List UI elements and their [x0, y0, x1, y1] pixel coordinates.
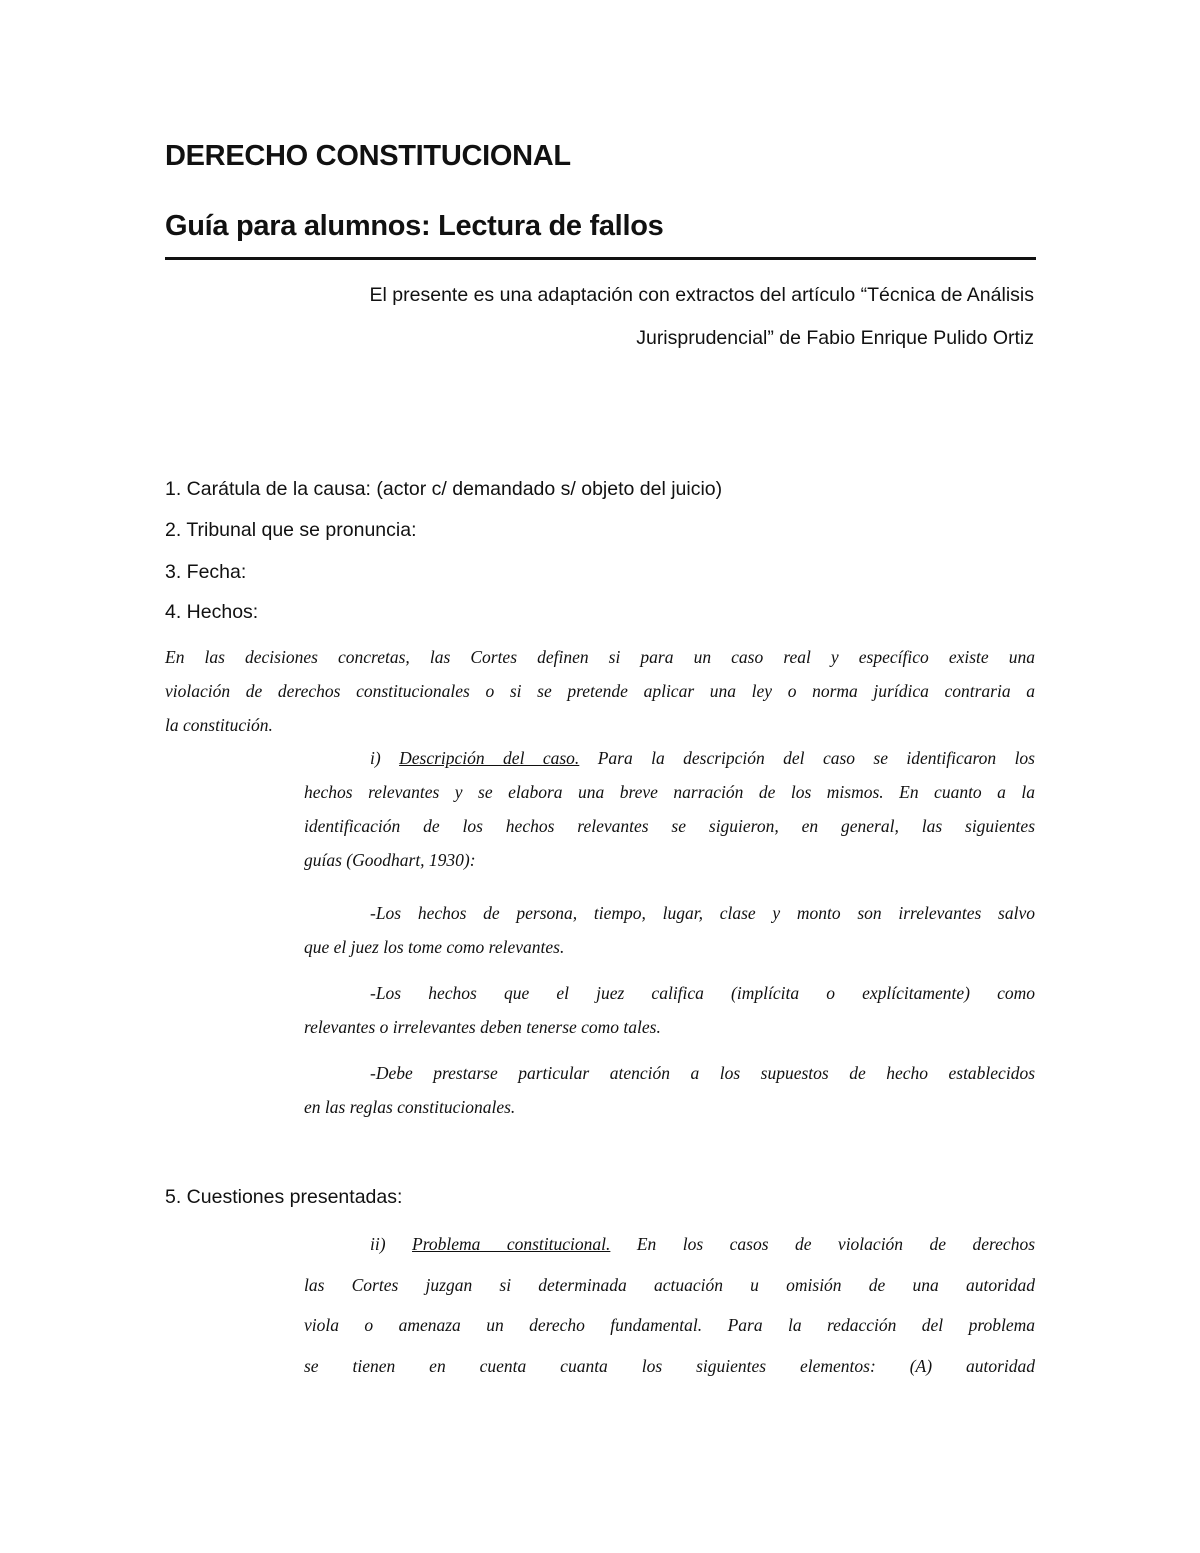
- case-description-line: guías (Goodhart, 1930):: [304, 850, 476, 870]
- problem-line: las Cortes juzgan si determinada actuación u omisión de una autoridad: [304, 1274, 1035, 1295]
- rule-line: [304, 1056, 1035, 1090]
- case-description-text: Para la descripción del caso se identificaron los: [579, 748, 1035, 768]
- case-description-prefix: i): [370, 748, 381, 768]
- field-fecha: 3. Fecha:: [165, 561, 247, 583]
- rule-item: [304, 896, 1035, 964]
- case-description-line: [304, 741, 1035, 775]
- field-hechos: 4. Hechos:: [165, 601, 259, 623]
- problem-text: En los casos de violación de derechos: [610, 1234, 1036, 1254]
- rule-item: [304, 1056, 1035, 1124]
- rule-text: -Los hechos de persona, tiempo, lugar, clase y monto son irrelevantes salvo: [370, 903, 1035, 923]
- problem-line: viola o amenaza un derecho fundamental. Para la redacción del problema: [304, 1315, 1035, 1335]
- rule-line: en las reglas constitucionales.: [304, 1097, 516, 1117]
- case-description-heading: Descripción del caso.: [399, 748, 580, 768]
- case-description-paragraph: [304, 741, 1035, 877]
- rule-line: [304, 896, 1035, 930]
- document-subtitle: Guía para alumnos: Lectura de fallos: [165, 210, 664, 242]
- case-description-line: hechos relevantes y se elabora una breve narración de los mismos. En cuanto a la: [304, 782, 1035, 802]
- field-cuestiones: 5. Cuestiones presentadas:: [165, 1186, 403, 1208]
- attribution-line-1: El presente es una adaptación con extractos del artículo “Técnica de Análisis: [369, 284, 1034, 306]
- rule-line: [304, 976, 1035, 1010]
- problem-heading: Problema constitucional.: [412, 1234, 611, 1254]
- problem-line: se tienen en cuenta cuanta los siguientes elementos: (A) autoridad: [304, 1355, 1035, 1376]
- constitutional-problem-paragraph: [304, 1224, 1035, 1386]
- hechos-intro-paragraph: [165, 640, 1035, 742]
- field-tribunal: 2. Tribunal que se pronuncia:: [165, 519, 417, 541]
- intro-line: la constitución.: [165, 715, 273, 735]
- intro-line: violación de derechos constitucionales o si se pretende aplicar una ley o norma jurídica contraria a: [165, 681, 1035, 701]
- attribution-line-2: Jurisprudencial” de Fabio Enrique Pulido Ortiz: [636, 327, 1034, 349]
- problem-line: [304, 1224, 1035, 1265]
- rule-item: [304, 976, 1035, 1044]
- case-description-line: identificación de los hechos relevantes se siguieron, en general, las siguientes: [304, 816, 1035, 836]
- rule-text: -Los hechos que el juez califica (implícita o explícitamente) como: [370, 983, 1035, 1003]
- rule-line: relevantes o irrelevantes deben tenerse como tales.: [304, 1017, 661, 1037]
- document-title: DERECHO CONSTITUCIONAL: [165, 140, 571, 172]
- field-caratula: 1. Carátula de la causa: (actor c/ demandado s/ objeto del juicio): [165, 478, 723, 500]
- rule-line: que el juez los tome como relevantes.: [304, 937, 565, 957]
- problem-prefix: ii): [370, 1234, 386, 1254]
- intro-line: En las decisiones concretas, las Cortes definen si para un caso real y específico existe una: [165, 647, 1035, 667]
- goodhart-rules-list: [304, 896, 1035, 1136]
- title-divider: [165, 257, 1036, 260]
- rule-text: -Debe prestarse particular atención a los supuestos de hecho establecidos: [370, 1063, 1035, 1083]
